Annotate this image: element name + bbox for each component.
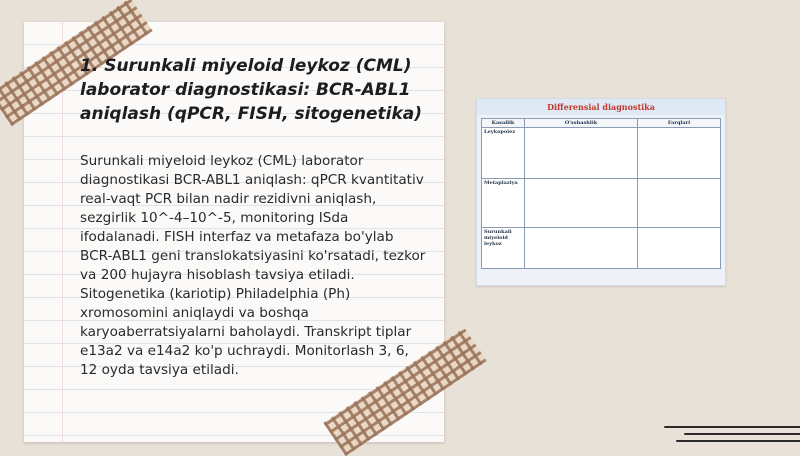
differential-diagnosis-table-image bbox=[476, 98, 726, 286]
table-cell bbox=[525, 128, 638, 179]
table-cell bbox=[525, 228, 638, 269]
table-row bbox=[482, 228, 721, 269]
slide-title: 1. Surunkali miyeloid leykoz (CML) laborator diagnostikasi: BCR-ABL1 aniqlash (qPCR, FISH, sitogenetika) bbox=[80, 56, 423, 124]
table-cell bbox=[638, 128, 721, 179]
table-header-cell: Farqlari bbox=[638, 119, 721, 128]
decorative-line bbox=[676, 440, 800, 442]
table-row-label: Metaplaziya bbox=[482, 179, 525, 228]
decorative-line bbox=[664, 426, 800, 428]
table-row-label: Leykopoiez bbox=[482, 128, 525, 179]
decorative-line bbox=[684, 433, 800, 435]
table-row-label: Surunkali miyeloid leykoz bbox=[482, 228, 525, 269]
table-cell bbox=[638, 179, 721, 228]
table-cell bbox=[638, 228, 721, 269]
table-cell bbox=[525, 179, 638, 228]
table-header-cell: O'xshashlik bbox=[525, 119, 638, 128]
table-header-row bbox=[482, 119, 721, 128]
table-header-cell: Kasallik bbox=[482, 119, 525, 128]
table-title: Differensial diagnostika bbox=[477, 99, 725, 115]
table-row bbox=[482, 179, 721, 228]
table-row bbox=[482, 128, 721, 179]
slide-body-text: Surunkali miyeloid leykoz (CML) laborator diagnostikasi BCR-ABL1 aniqlash: qPCR kvantitativ real-vaqt PCR bilan nadir rezidivni aniqlash, sezgirlik 10^-4–10^-5, monitoring ISda ifodalanadi. FISH interfaz va metafaza bo'ylab BCR-ABL1 geni translokatsiyasini ko'rsatadi, tezkor va 200 hujayra hisoblash tavsiya etiladi. Sitogenetika (kariotip) Philadelphia (Ph) xromosomini aniqlaydi va boshqa karyoaberratsiyalarni baholaydi. Transkript tiplar e13a2 va e14a2 ko'p uchraydi. Monitorlash 3, 6, 12 oyda tavsiya etiladi. bbox=[80, 153, 426, 378]
differential-table bbox=[481, 118, 721, 269]
